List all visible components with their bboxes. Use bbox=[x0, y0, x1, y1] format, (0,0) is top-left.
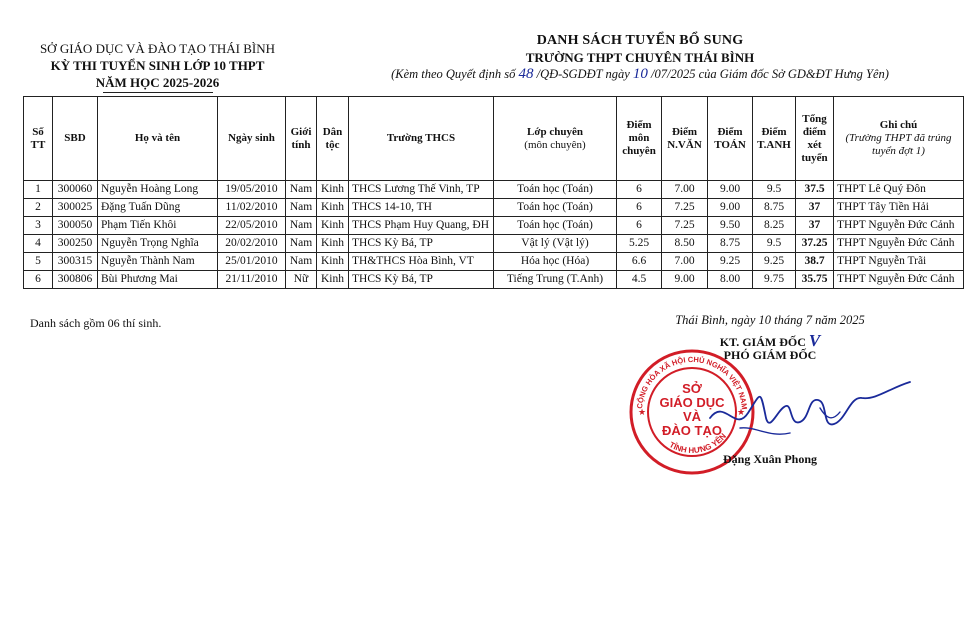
decision-day: 10 bbox=[632, 66, 648, 82]
cell-school: THCS Phạm Huy Quang, ĐH bbox=[349, 217, 494, 235]
cell-ethnic: Kinh bbox=[317, 199, 349, 217]
header-sbd: SBD bbox=[53, 97, 98, 181]
cell-school: THCS Kỳ Bá, TP bbox=[349, 271, 494, 289]
decision-reference bbox=[335, 66, 945, 83]
candidate-count-note: Danh sách gồm 06 thí sinh. bbox=[30, 316, 162, 330]
header-dob: Ngày sinh bbox=[218, 97, 286, 181]
table-row bbox=[24, 253, 964, 271]
initial-mark: V bbox=[808, 331, 821, 350]
header-stt: Số TT bbox=[24, 97, 53, 181]
school-name: TRƯỜNG THPT CHUYÊN THÁI BÌNH bbox=[525, 50, 755, 65]
cell-class: Hóa học (Hóa) bbox=[494, 253, 617, 271]
cell-stt: 2 bbox=[24, 199, 53, 217]
header-school: Trường THCS bbox=[349, 97, 494, 181]
cell-score-anh: 8.25 bbox=[753, 217, 796, 235]
cell-score-spec: 6 bbox=[617, 181, 662, 199]
header-class-label: Lớp chuyên bbox=[527, 125, 583, 138]
cell-score-anh: 9.5 bbox=[753, 235, 796, 253]
header-note-label: Ghi chú bbox=[879, 119, 918, 131]
header-score-spec: Điểm môn chuyên bbox=[617, 97, 662, 181]
cell-score-toan: 9.00 bbox=[708, 181, 753, 199]
signing-date: Thái Bình, ngày 10 tháng 7 năm 2025 bbox=[675, 313, 865, 327]
cell-score-van: 7.00 bbox=[662, 181, 708, 199]
cell-stt: 4 bbox=[24, 235, 53, 253]
cell-sbd: 300025 bbox=[53, 199, 98, 217]
seal-ring-top: CỘNG HÒA XÃ HỘI CHỦ NGHĨA VIỆT NAM bbox=[635, 354, 750, 410]
header-score-anh: Điểm T.ANH bbox=[753, 97, 796, 181]
cell-total: 37.5 bbox=[796, 181, 834, 199]
issuer-department: SỞ GIÁO DỤC VÀ ĐÀO TẠO THÁI BÌNH bbox=[39, 41, 276, 56]
cell-name: Đặng Tuấn Dũng bbox=[98, 199, 218, 217]
cell-name: Nguyễn Thành Nam bbox=[98, 253, 218, 271]
cell-score-anh: 9.75 bbox=[753, 271, 796, 289]
header-ethnic: Dân tộc bbox=[317, 97, 349, 181]
table-row bbox=[24, 271, 964, 289]
cell-score-spec: 6 bbox=[617, 199, 662, 217]
decision-middle: /QĐ-SGDĐT ngày bbox=[536, 67, 630, 81]
cell-sbd: 300806 bbox=[53, 271, 98, 289]
table-header-row bbox=[24, 97, 964, 181]
cell-stt: 1 bbox=[24, 181, 53, 199]
cell-sbd: 300315 bbox=[53, 253, 98, 271]
cell-sbd: 300060 bbox=[53, 181, 98, 199]
cell-ethnic: Kinh bbox=[317, 235, 349, 253]
seal-star-left: ★ bbox=[638, 407, 647, 417]
cell-name: Nguyễn Trọng Nghĩa bbox=[98, 235, 218, 253]
cell-note: THPT Nguyễn Đức Cảnh bbox=[834, 235, 964, 253]
header-score-toan: Điểm TOÁN bbox=[708, 97, 753, 181]
cell-note: THPT Nguyễn Đức Cảnh bbox=[834, 271, 964, 289]
cell-score-toan: 8.75 bbox=[708, 235, 753, 253]
seal-line-1: SỞ bbox=[682, 381, 702, 396]
decision-number: 48 bbox=[518, 66, 534, 82]
cell-gender: Nam bbox=[286, 199, 317, 217]
table-row bbox=[24, 199, 964, 217]
decision-suffix: /07/2025 của Giám đốc Sở GD&ĐT Hưng Yên) bbox=[651, 67, 889, 81]
cell-note: THPT Lê Quý Đôn bbox=[834, 181, 964, 199]
table-row bbox=[24, 235, 964, 253]
cell-school: THCS Lương Thế Vinh, TP bbox=[349, 181, 494, 199]
cell-note: THPT Tây Tiền Hải bbox=[834, 199, 964, 217]
cell-score-spec: 4.5 bbox=[617, 271, 662, 289]
cell-total: 38.7 bbox=[796, 253, 834, 271]
cell-ethnic: Kinh bbox=[317, 271, 349, 289]
table-row bbox=[24, 217, 964, 235]
cell-dob: 20/02/2010 bbox=[218, 235, 286, 253]
document-title-block bbox=[335, 32, 945, 83]
document-title: DANH SÁCH TUYỂN BỔ SUNG bbox=[536, 33, 744, 48]
cell-score-van: 8.50 bbox=[662, 235, 708, 253]
header-note bbox=[834, 97, 964, 181]
header-score-van: Điểm N.VĂN bbox=[662, 97, 708, 181]
cell-score-spec: 6.6 bbox=[617, 253, 662, 271]
cell-school: THCS 14-10, TH bbox=[349, 199, 494, 217]
cell-gender: Nam bbox=[286, 217, 317, 235]
cell-score-toan: 9.50 bbox=[708, 217, 753, 235]
cell-total: 37.25 bbox=[796, 235, 834, 253]
cell-school: TH&THCS Hòa Bình, VT bbox=[349, 253, 494, 271]
school-year: NĂM HỌC 2025-2026 bbox=[95, 75, 220, 90]
cell-stt: 6 bbox=[24, 271, 53, 289]
seal-ring-bottom: TỈNH HƯNG YÊN bbox=[667, 431, 728, 455]
cell-score-toan: 9.25 bbox=[708, 253, 753, 271]
cell-total: 37 bbox=[796, 217, 834, 235]
seal-line-3: VÀ bbox=[682, 409, 702, 424]
cell-score-anh: 9.5 bbox=[753, 181, 796, 199]
cell-gender: Nam bbox=[286, 181, 317, 199]
header-total: Tổng điểm xét tuyển bbox=[796, 97, 834, 181]
header-class bbox=[494, 97, 617, 181]
cell-school: THCS Kỳ Bá, TP bbox=[349, 235, 494, 253]
cell-class: Toán học (Toán) bbox=[494, 199, 617, 217]
cell-class: Tiếng Trung (T.Anh) bbox=[494, 271, 617, 289]
cell-ethnic: Kinh bbox=[317, 253, 349, 271]
cell-dob: 19/05/2010 bbox=[218, 181, 286, 199]
cell-score-van: 7.25 bbox=[662, 199, 708, 217]
exam-name: KỲ THI TUYỂN SINH LỚP 10 THPT bbox=[50, 58, 265, 73]
cell-ethnic: Kinh bbox=[317, 181, 349, 199]
cell-dob: 21/11/2010 bbox=[218, 271, 286, 289]
cell-stt: 5 bbox=[24, 253, 53, 271]
issuer-header bbox=[20, 40, 295, 93]
cell-score-van: 7.25 bbox=[662, 217, 708, 235]
cell-class: Toán học (Toán) bbox=[494, 181, 617, 199]
cell-score-van: 9.00 bbox=[662, 271, 708, 289]
header-note-sub: (Trường THPT đã trúng tuyển đợt 1) bbox=[845, 132, 952, 157]
cell-score-anh: 8.75 bbox=[753, 199, 796, 217]
cell-total: 35.75 bbox=[796, 271, 834, 289]
header-gender: Giới tính bbox=[286, 97, 317, 181]
cell-score-anh: 9.25 bbox=[753, 253, 796, 271]
signer-role: PHÓ GIÁM ĐỐC bbox=[723, 348, 817, 362]
cell-class: Vật lý (Vật lý) bbox=[494, 235, 617, 253]
cell-score-spec: 6 bbox=[617, 217, 662, 235]
cell-gender: Nam bbox=[286, 253, 317, 271]
cell-dob: 25/01/2010 bbox=[218, 253, 286, 271]
cell-name: Bùi Phương Mai bbox=[98, 271, 218, 289]
seal-line-4: ĐÀO TẠO bbox=[662, 423, 722, 438]
cell-note: THPT Nguyễn Đức Cảnh bbox=[834, 217, 964, 235]
admission-table bbox=[23, 96, 964, 289]
header-class-sub: (môn chuyên) bbox=[524, 138, 586, 151]
cell-score-van: 7.00 bbox=[662, 253, 708, 271]
cell-sbd: 300250 bbox=[53, 235, 98, 253]
seal-line-2: GIÁO DỤC bbox=[659, 395, 725, 410]
signer-kt: KT. GIÁM ĐỐC bbox=[719, 335, 806, 349]
header-name: Họ và tên bbox=[98, 97, 218, 181]
cell-name: Nguyễn Hoàng Long bbox=[98, 181, 218, 199]
handwritten-signature bbox=[700, 378, 920, 448]
cell-gender: Nữ bbox=[286, 271, 317, 289]
cell-total: 37 bbox=[796, 199, 834, 217]
cell-dob: 11/02/2010 bbox=[218, 199, 286, 217]
signer-name: Đặng Xuân Phong bbox=[722, 452, 818, 466]
seal-star-right: ★ bbox=[737, 407, 746, 417]
decision-prefix: (Kèm theo Quyết định số bbox=[391, 67, 516, 81]
header-underline bbox=[103, 92, 213, 93]
cell-score-toan: 8.00 bbox=[708, 271, 753, 289]
cell-name: Phạm Tiến Khôi bbox=[98, 217, 218, 235]
cell-note: THPT Nguyễn Trãi bbox=[834, 253, 964, 271]
cell-class: Toán học (Toán) bbox=[494, 217, 617, 235]
cell-gender: Nam bbox=[286, 235, 317, 253]
table-row bbox=[24, 181, 964, 199]
cell-dob: 22/05/2010 bbox=[218, 217, 286, 235]
cell-stt: 3 bbox=[24, 217, 53, 235]
cell-score-spec: 5.25 bbox=[617, 235, 662, 253]
cell-ethnic: Kinh bbox=[317, 217, 349, 235]
cell-sbd: 300050 bbox=[53, 217, 98, 235]
cell-score-toan: 9.00 bbox=[708, 199, 753, 217]
